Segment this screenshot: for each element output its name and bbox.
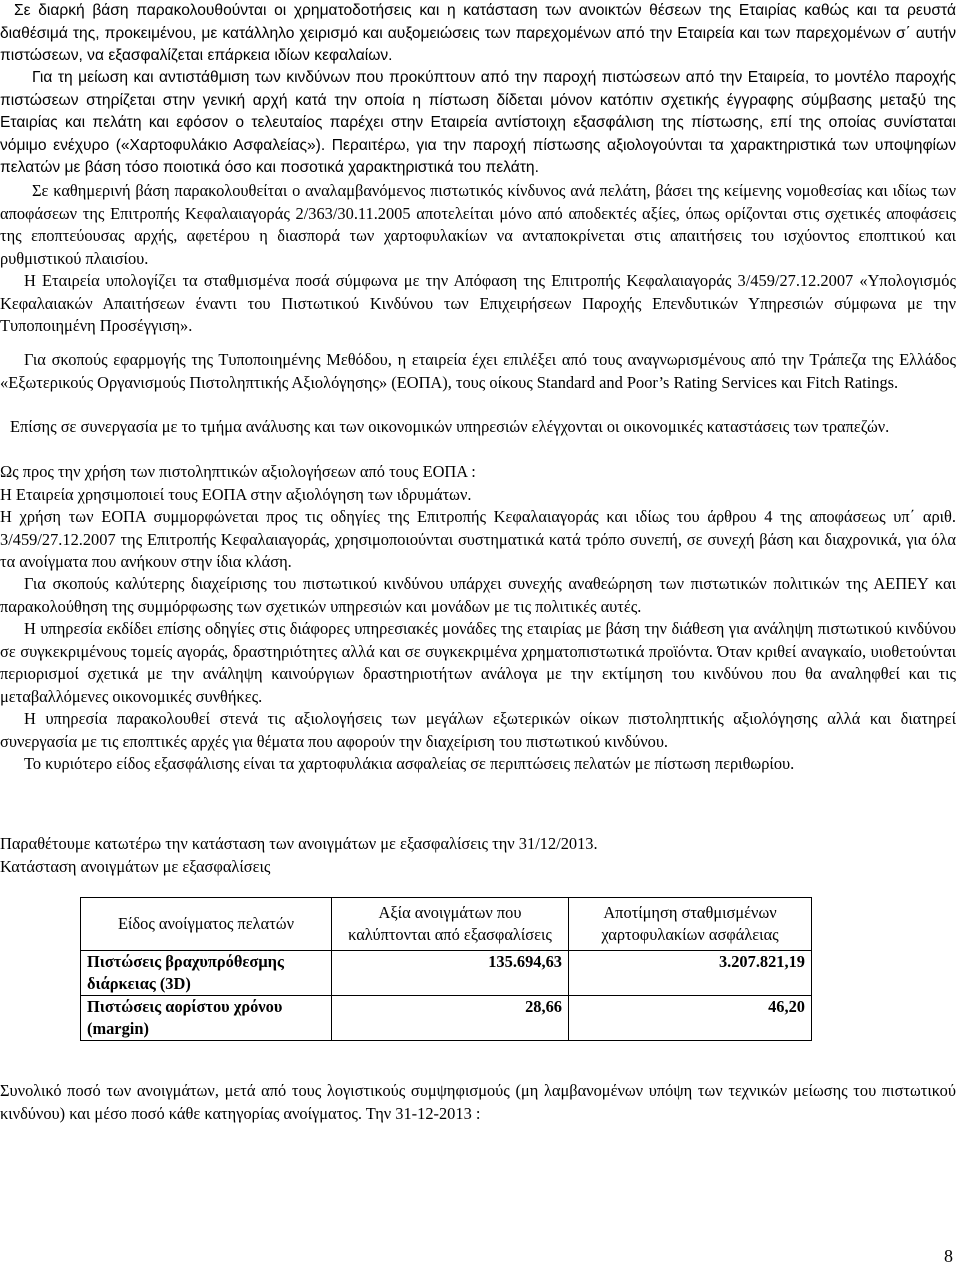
paragraph-daily-monitoring: Σε καθημερινή βάση παρακολουθείται ο αναλαμβανόμενος πιστωτικός κίνδυνος ανά πελάτη, βάσει της κείμενης νομοθεσίας και ιδίως των αποφάσεων της Επιτροπής Κεφαλαιαγοράς 2/363/30.11.2005 αποτελείται μόνο από αποδεκτές αξίες, όπως ορίζονται στις σχετικές αποφάσεις της εποπτεύουσας αρχής, αφετέρου η διασπορά των χαρτοφυλακίων να ανταποκρίνεται στις απαιτήσεις του ισχύοντος εποπτικού και ρυθμιστικού πλαισίου. <box>0 181 956 268</box>
paragraph-ecai-compliance: Η χρήση των ΕΟΠΑ συμμορφώνεται προς τις οδηγίες της Επιτροπής Κεφαλαιαγοράς και ιδίως του άρθρου 4 της αποφάσεως υπ΄ αριθ. 3/459/27.12.2007 της Επιτροπής Κεφαλαιαγοράς, χρησιμοποιούνται συστηματικά κατά τρόπο συνεπή, σε συνεχή βάση και διαχρονικά, για όλα τα ανοίγματα που ανήκουν στην ίδια κλάση. <box>0 507 956 571</box>
row-weighted-valuation: 46,20 <box>569 996 812 1041</box>
row-exposure-type: Πιστώσεις αορίστου χρόνου (margin) <box>81 996 332 1041</box>
header-exposure-type: Είδος ανοίγματος πελατών <box>81 898 332 951</box>
paragraph-credit-model: Για τη μείωση και αντιστάθμιση των κινδύνων που προκύπτουν από την παροχή πιστώσεων από την Εταιρεία, το μοντέλο παροχής πιστώσεων στηρίζεται στην γενική αρχή κατά την οποία η πίστωση δίδεται μόνον κατόπιν σχετικής έγγραφης σύμβασης μεταξύ της Εταιρίας και πελάτη και εφόσον ο τελευταίος παρέχει στην Εταιρεία αντίστοιχη εξασφάλιση της πίστωσης, επί της οποίας συνίσταται νόμιμο ενέχυρο («Χαρτοφυλάκιο Ασφαλείας»). Περαιτέρω, για την παροχή πίστωσης αξιολογούνται τα χαρακτηριστικά των υποψηφίων πελατών με βάση τόσο ποιοτικά όσο και ποσοτικά χαρακτηριστικά του πελάτη. <box>0 69 956 176</box>
header-covered-value: Αξία ανοιγμάτων που καλύπτονται από εξασφαλίσεις <box>332 898 569 951</box>
row-covered-value: 135.694,63 <box>332 951 569 996</box>
paragraph-funding-monitoring: Σε διαρκή βάση παρακολουθούνται οι χρηματοδοτήσεις και η κατάσταση των ανοικτών θέσεων της Εταιρίας καθώς και τα ρευστά διαθέσιμά της, προκειμένου, με κατάλληλο χειρισμό και αυξομειώσεις των παρεχομένων από την Εταιρεία και των παρεχομένων σ΄ αυτήν πιστώσεων, να εξασφαλίζεται επάρκεια ιδίων κεφαλαίων. <box>0 2 956 64</box>
paragraph-collateral-type: Το κυριότερο είδος εξασφάλισης είναι τα χαρτοφυλάκια ασφαλείας σε περιπτώσεις πελατών με πίστωση περιθωρίου. <box>24 754 795 773</box>
paragraph-policy-review: Για σκοπούς καλύτερης διαχείρισης του πιστωτικού κινδύνου υπάρχει συνεχής αναθεώρηση των πιστωτικών πολιτικών της ΑΕΠΕΥ και παρακολούθηση της συμμόρφωσης των σχετικών υπηρεσιών και μονάδων με τις πολιτικές αυτές. <box>0 574 956 616</box>
paragraph-guidelines: Η υπηρεσία εκδίδει επίσης οδηγίες στις διάφορες υπηρεσιακές μονάδες της εταιρίας με βάση την διάθεση για ανάληψη πιστωτικού κινδύνου σε συγκεκριμένους τομείς αγοράς, δραστηριότητες αλλά και σε συγκεκριμένα χρηματοπιστωτικά προϊόντα. Όταν κριθεί αναγκαίο, υιοθετούνται περιορισμοί σχετικά με την ανάληψη καινούργιων δραστηριοτήτων ανάλογα με την εκτίμηση του κινδύνου που θα αναληφθεί και τις μεταβαλλόμενες οικονομικές συνθήκες. <box>0 619 956 706</box>
paragraph-bank-analysis: Επίσης σε συνεργασία με το τμήμα ανάλυσης και των οικονομικών υπηρεσιών ελέγχονται οι οικονομικές καταστάσεις των τραπεζών. <box>10 417 890 436</box>
paragraph-total-exposures: Συνολικό ποσό των ανοιγμάτων, μετά από τους λογιστικούς συμψηφισμούς (μη λαμβανομένων υπόψη των τεχνικών μείωσης του πιστωτικού κινδύνου) και μέσο ποσό κάθε κατηγορίας ανοίγματος. Την 31-12-2013 : <box>0 1081 956 1123</box>
paragraph-weighted-amounts: Η Εταιρεία υπολογίζει τα σταθμισμένα ποσά σύμφωνα με την Απόφαση της Επιτροπής Κεφαλαιαγοράς 3/459/27.12.2007 «Υπολογισμός Κεφαλαιακών Απαιτήσεων έναντι του Πιστωτικού Κινδύνου των Επιχειρήσεων Παροχής Επενδυτικών Υπηρεσιών σύμφωνα με την Τυποποιημένη Προσέγγιση». <box>0 271 956 335</box>
table-row <box>81 951 812 996</box>
page-number: 8 <box>944 1246 953 1266</box>
table-row <box>81 996 812 1041</box>
paragraph-standardised-method: Για σκοπούς εφαρμογής της Τυποποιημένης Μεθόδου, η εταιρεία έχει επιλέξει από τους αναγνωρισμένους από την Τράπεζα της Ελλάδος «Εξωτερικούς Οργανισμούς Πιστοληπτικής Αξιολόγησης» (ΕΟΠΑ), τους οίκους Standard and Poor’s Rating Services και Fitch Ratings. <box>0 350 956 392</box>
paragraph-ecai-usage-heading: Ως προς την χρήση των πιστοληπτικών αξιολογήσεων από τους ΕΟΠΑ : <box>0 462 476 481</box>
paragraph-ecai-institutions: Η Εταιρεία χρησιμοποιεί τους ΕΟΠΑ στην αξιολόγηση των ιδρυμάτων. <box>0 485 472 504</box>
table-intro: Παραθέτουμε κατωτέρω την κατάσταση των ανοιγμάτων με εξασφαλίσεις την 31/12/2013. Κατάσταση ανοιγμάτων με εξασφαλίσεις <box>0 834 598 876</box>
exposures-table <box>80 897 812 1041</box>
row-exposure-type: Πιστώσεις βραχυπρόθεσμης διάρκειας (3D) <box>81 951 332 996</box>
table-header-row <box>81 898 812 951</box>
row-weighted-valuation: 3.207.821,19 <box>569 951 812 996</box>
header-weighted-valuation: Αποτίμηση σταθμισμένων χαρτοφυλακίων ασφάλειας <box>569 898 812 951</box>
paragraph-rating-monitoring: Η υπηρεσία παρακολουθεί στενά τις αξιολογήσεις των μεγάλων εξωτερικών οίκων πιστοληπτικής αξιολόγησης αλλά και διατηρεί συνεργασία με τις εποπτικές αρχές για θέματα που αφορούν την διαχείριση του πιστωτικού κινδύνου. <box>0 709 956 751</box>
row-covered-value: 28,66 <box>332 996 569 1041</box>
